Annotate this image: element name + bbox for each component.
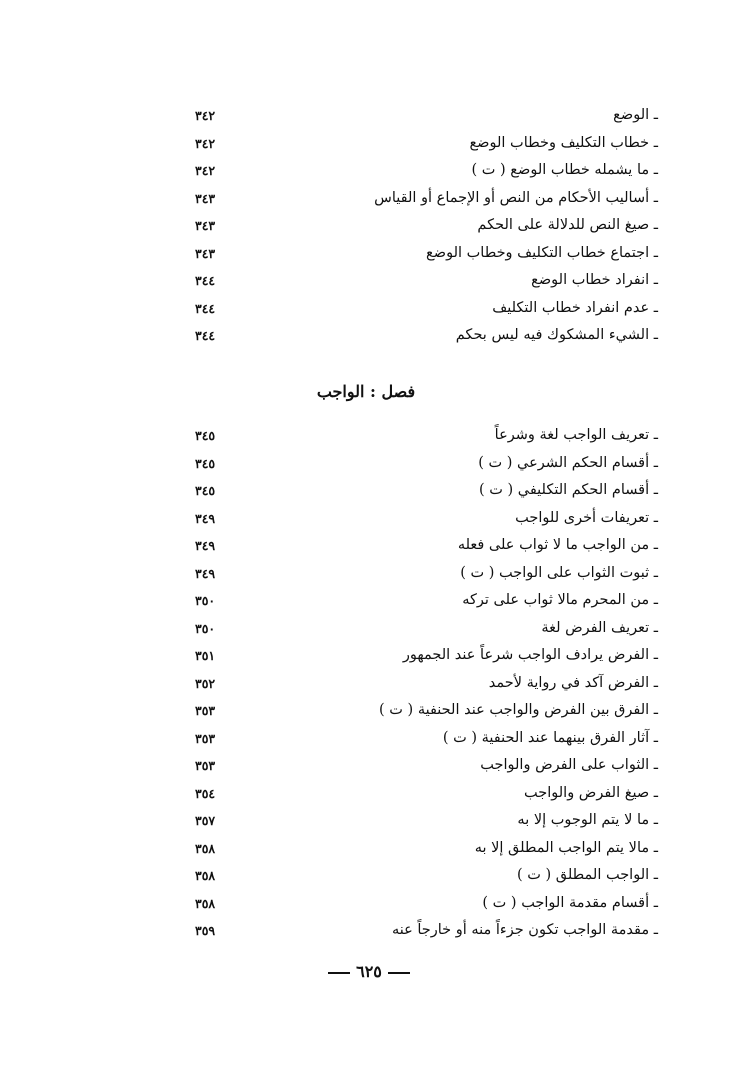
toc-entry-title: ـ أقسام مقدمة الواجب ( ت ) <box>482 894 658 911</box>
toc-entry <box>195 562 658 590</box>
footer-dash-right <box>388 972 410 974</box>
toc-entry-title: ـ تعريفات أخرى للواجب <box>515 509 658 526</box>
toc-entry-page: ٣٥٨ <box>195 895 216 911</box>
toc-entry <box>195 132 658 160</box>
toc-entry <box>195 297 658 325</box>
toc-entry-page: ٣٤٩ <box>195 565 216 581</box>
toc-entry-title: ـ ثبوت الثواب على الواجب ( ت ) <box>460 564 658 581</box>
toc-entry <box>195 479 658 507</box>
toc-entry <box>195 589 658 617</box>
toc-entry-title: ـ الشيء المشكوك فيه ليس بحكم <box>455 327 658 343</box>
toc-entry <box>195 782 658 810</box>
toc-entry <box>195 837 658 865</box>
toc-entry-title: ـ مقدمة الواجب تكون جزءاً منه أو خارجاً عنه <box>391 922 658 938</box>
toc-entry-title: ـ صيغ الفرض والواجب <box>524 784 658 801</box>
toc-entry-title: ـ عدم انفراد خطاب التكليف <box>492 299 658 316</box>
toc-entry-title: ـ تعريف الواجب لغة وشرعاً <box>494 427 658 443</box>
page-footer <box>319 960 419 984</box>
toc-entry-page: ٣٤٣ <box>195 190 216 206</box>
toc-entry-title: ـ الفرق بين الفرض والواجب عند الحنفية ( ت ) <box>379 702 658 718</box>
toc-entry-page: ٣٥٩ <box>195 923 216 938</box>
toc-entry-page: ٣٥٨ <box>195 840 216 856</box>
toc-entry-page: ٣٥٧ <box>195 813 216 828</box>
toc-entry-title: ـ ما يشمله خطاب الوضع ( ت ) <box>471 162 658 178</box>
toc-entry-page: ٣٤٣ <box>195 245 216 261</box>
toc-entry-page: ٣٥٨ <box>195 868 216 883</box>
toc-entry-title: ـ الثواب على الفرض والواجب <box>480 757 658 773</box>
toc-entry <box>195 727 658 755</box>
toc-entry-title: ـ الفرض آكد في رواية لأحمد <box>488 674 658 691</box>
toc-entry <box>195 534 658 562</box>
toc-entry-page: ٣٤٤ <box>195 328 216 343</box>
toc-entry <box>195 214 658 242</box>
toc-entry-page: ٣٤٢ <box>195 163 216 178</box>
toc-entry <box>195 644 658 672</box>
toc-entry <box>195 187 658 215</box>
toc-entry-page: ٣٤٣ <box>195 218 216 233</box>
toc-entry-title: ـ من الواجب ما لا ثواب على فعله <box>457 537 658 553</box>
section-heading: فصل : الواجب <box>316 382 416 401</box>
toc-entry <box>195 672 658 700</box>
toc-entry-page: ٣٥٣ <box>195 730 216 746</box>
toc-entry <box>195 919 658 947</box>
toc-entry <box>195 269 658 297</box>
toc-entries-wajib <box>195 424 658 947</box>
toc-entry-title: ـ الفرض يرادف الواجب شرعاً عند الجمهور <box>402 647 658 663</box>
toc-entry-title: ـ آثار الفرق بينهما عند الحنفية ( ت ) <box>442 729 658 746</box>
toc-entry-page: ٣٤٤ <box>195 300 216 316</box>
toc-entry-title: ـ اجتماع خطاب التكليف وخطاب الوضع <box>426 244 658 261</box>
toc-entry-page: ٣٤٢ <box>195 135 216 151</box>
toc-entry <box>195 104 658 132</box>
toc-entry-title: ـ الوضع <box>613 107 658 123</box>
toc-entry <box>195 617 658 645</box>
toc-entry-title: ـ ما لا يتم الوجوب إلا به <box>517 812 658 828</box>
toc-entry-title: ـ أساليب الأحكام من النص أو الإجماع أو القياس <box>374 189 658 206</box>
toc-entry <box>195 699 658 727</box>
toc-entry-page: ٣٤٩ <box>195 510 216 526</box>
toc-entry-page: ٣٥٢ <box>195 675 216 691</box>
toc-entry-page: ٣٥٤ <box>195 785 216 801</box>
toc-entry <box>195 864 658 892</box>
toc-entry-title: ـ خطاب التكليف وخطاب الوضع <box>469 134 658 151</box>
toc-entry-title: ـ تعريف الفرض لغة <box>541 619 658 636</box>
toc-entry <box>195 809 658 837</box>
footer-dash-left <box>328 972 350 974</box>
toc-entry <box>195 159 658 187</box>
toc-entry-title: ـ من المحرم مالا ثواب على تركه <box>462 592 658 608</box>
toc-entry-title: ـ انفراد خطاب الوضع <box>531 272 658 288</box>
toc-entry-title: ـ أقسام الحكم التكليفي ( ت ) <box>478 482 658 498</box>
toc-entry <box>195 242 658 270</box>
toc-entry-page: ٣٥٣ <box>195 703 216 718</box>
toc-entry <box>195 452 658 480</box>
toc-entry-page: ٣٥٣ <box>195 758 216 773</box>
toc-entries-before <box>195 104 658 352</box>
toc-entry-page: ٣٤٤ <box>195 273 216 288</box>
toc-entry <box>195 892 658 920</box>
toc-entry-title: ـ أقسام الحكم الشرعي ( ت ) <box>478 454 658 471</box>
toc-entry-page: ٣٤٢ <box>195 108 216 123</box>
toc-entry-page: ٣٥٠ <box>195 620 216 636</box>
toc-entry-page: ٣٤٩ <box>195 538 216 553</box>
toc-entry-title: ـ مالا يتم الواجب المطلق إلا به <box>474 839 658 856</box>
toc-entry-page: ٣٤٥ <box>195 455 216 471</box>
toc-entry-title: ـ صيغ النص للدلالة على الحكم <box>477 217 658 233</box>
toc-entry <box>195 424 658 452</box>
toc-entry <box>195 754 658 782</box>
toc-entry-page: ٣٥٠ <box>195 593 216 608</box>
toc-entry-title: ـ الواجب المطلق ( ت ) <box>516 867 658 883</box>
toc-entry-page: ٣٤٥ <box>195 483 216 498</box>
toc-entry <box>195 324 658 352</box>
page-number: ٦٢٥ <box>356 962 382 981</box>
toc-entry-page: ٣٤٥ <box>195 428 216 443</box>
toc-entry <box>195 507 658 535</box>
toc-entry-page: ٣٥١ <box>195 648 216 663</box>
